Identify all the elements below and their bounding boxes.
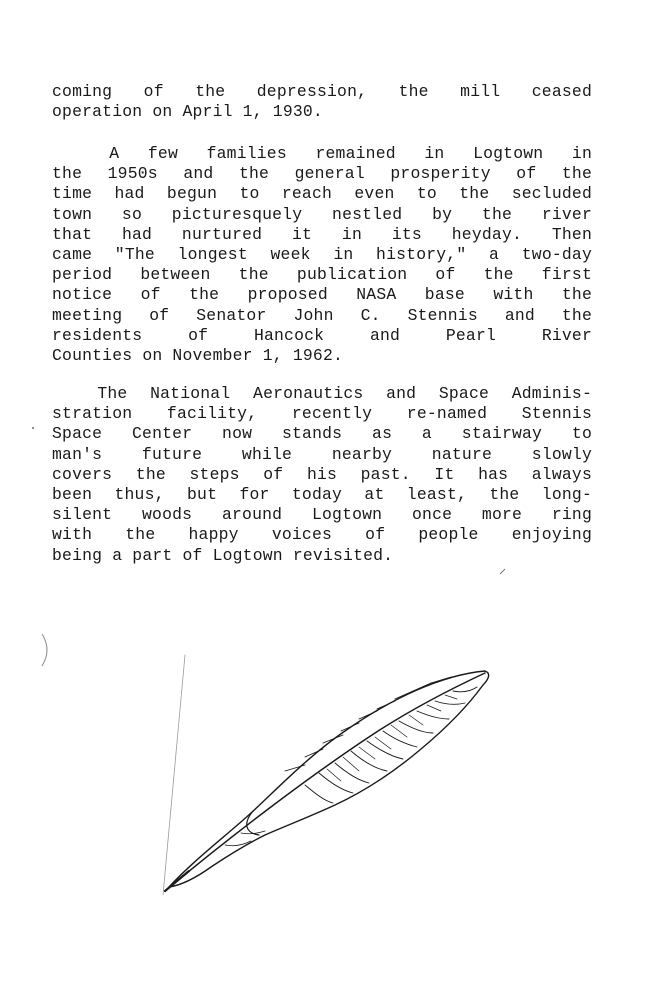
text-line: time had begun to reach even to the secluded <box>52 184 592 204</box>
text-line: period between the publication of the first <box>52 265 592 285</box>
text-line: Space Center now stands as a stairway to <box>52 424 592 444</box>
text-line: town so picturesquely nestled by the river <box>52 204 592 224</box>
paragraph-2 <box>52 144 592 366</box>
text-line: stration facility, recently re-named Stennis <box>52 404 592 424</box>
text-line: A few families remained in Logtown in <box>52 144 592 163</box>
text-line: covers the steps of his past. It has always <box>52 464 592 484</box>
text-line: came "The longest week in history," a two-day <box>52 245 592 265</box>
scan-speck <box>30 425 36 431</box>
text-line: silent woods around Logtown once more ring <box>52 505 592 525</box>
feather-quill-icon <box>155 645 500 900</box>
text-line: coming of the depression, the mill ceased <box>52 82 592 101</box>
text-line: been thus, but for today at least, the long- <box>52 485 592 505</box>
text-line: being a part of Logtown revisited. <box>52 545 394 565</box>
text-line: residents of Hancock and Pearl River <box>52 325 592 345</box>
scan-speck <box>498 566 508 576</box>
paragraph-3 <box>52 384 592 566</box>
text-line: with the happy voices of people enjoying <box>52 525 592 545</box>
text-line: the 1950s and the general prosperity of the <box>52 164 592 184</box>
text-line: meeting of Senator John C. Stennis and the <box>52 305 592 325</box>
text-line: man's future while nearby nature slowly <box>52 444 592 464</box>
text-line: Counties on November 1, 1962. <box>52 346 344 366</box>
paragraph-1 <box>52 82 592 122</box>
text-line: operation on April 1, 1930. <box>52 102 323 122</box>
text-line: notice of the proposed NASA base with the <box>52 285 592 305</box>
text-line: The National Aeronautics and Space Adminis- <box>52 384 592 403</box>
text-line: that had nurtured it in its heyday. Then <box>52 224 592 244</box>
scan-mark <box>36 630 56 670</box>
